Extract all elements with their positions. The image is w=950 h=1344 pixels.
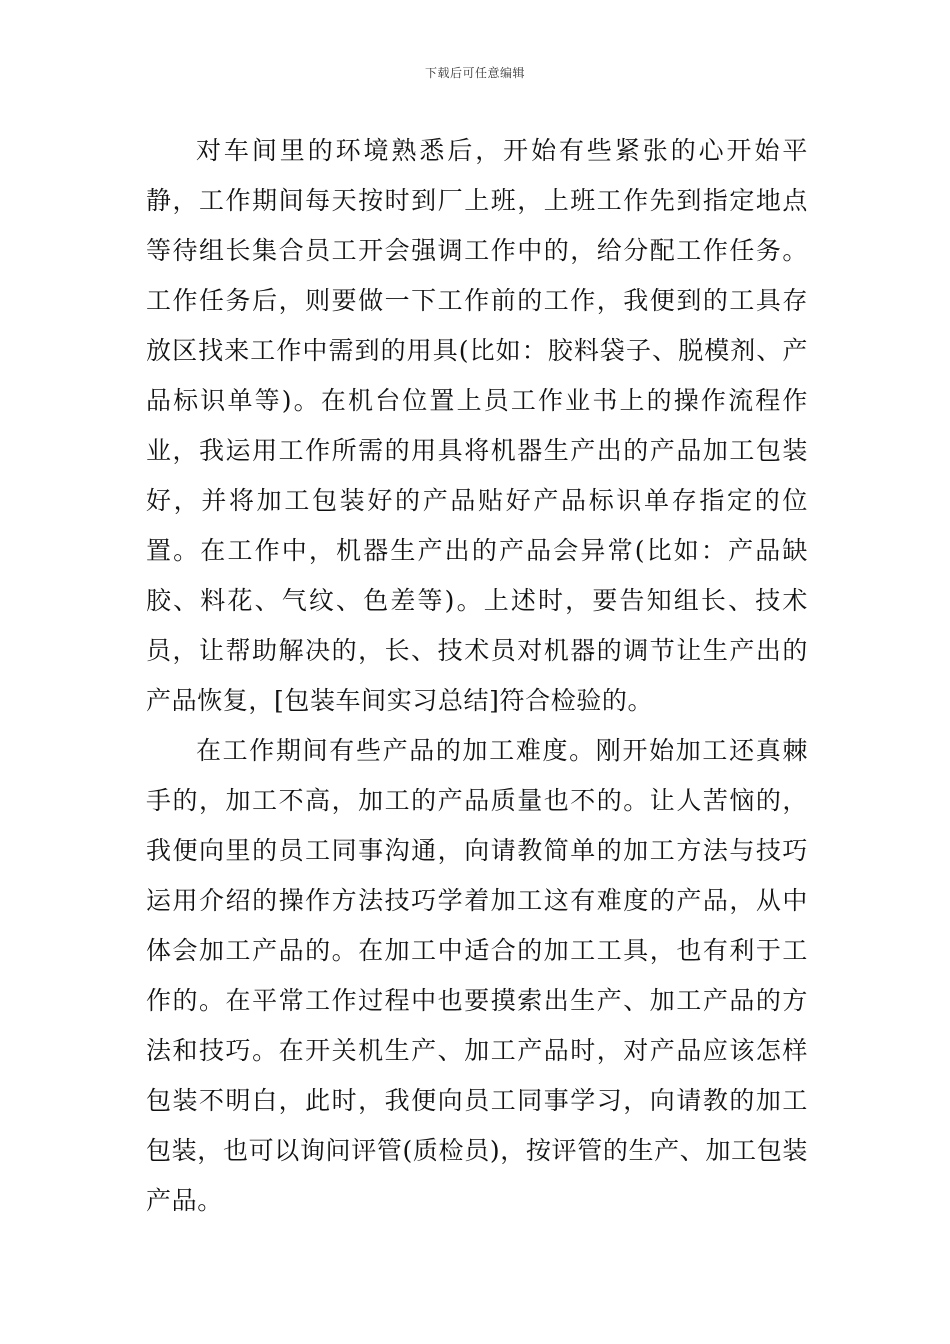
paragraph: 在工作期间有些产品的加工难度。刚开始加工还真棘手的，加工不高，加工的产品质量也不的。让人苦恼的，我便向里的员工同事沟通，向请教简单的加工方法与技巧运用介绍的操作方法技巧学着加工这有难度的产品，从中体会加工产品的。在加工中适合的加工工具，也有利于工作的。在平常工作过程中也要摸索出生产、加工产品的方法和技巧。在开关机生产、加工产品时，对产品应该怎样包装不明白，此时，我便向员工同事学习，向请教的加工包装，也可以询问评管(质检员)，按评管的生产、加工包装产品。 [146,736,808,1215]
document-body [146,126,808,1226]
download-note: 下载后可任意编辑 [424,66,525,80]
paragraph: 对车间里的环境熟悉后，开始有些紧张的心开始平静，工作期间每天按时到厂上班，上班工作先到指定地点等待组长集合员工开会强调工作中的，给分配工作任务。工作任务后，则要做一下工作前的工作，我便到的工具存放区找来工作中需到的用具(比如：胶料袋子、脱模剂、产品标识单等)。在机台位置上员工作业书上的操作流程作业，我运用工作所需的用具将机器生产出的产品加工包装好，并将加工包装好的产品贴好产品标识单存指定的位置。在工作中，机器生产出的产品会异常(比如：产品缺胶、料花、气纹、色差等)。上述时，要告知组长、技术员，让帮助解决的，长、技术员对机器的调节让生产出的产品恢复，[包装车间实习总结]符合检验的。 [146,136,808,715]
